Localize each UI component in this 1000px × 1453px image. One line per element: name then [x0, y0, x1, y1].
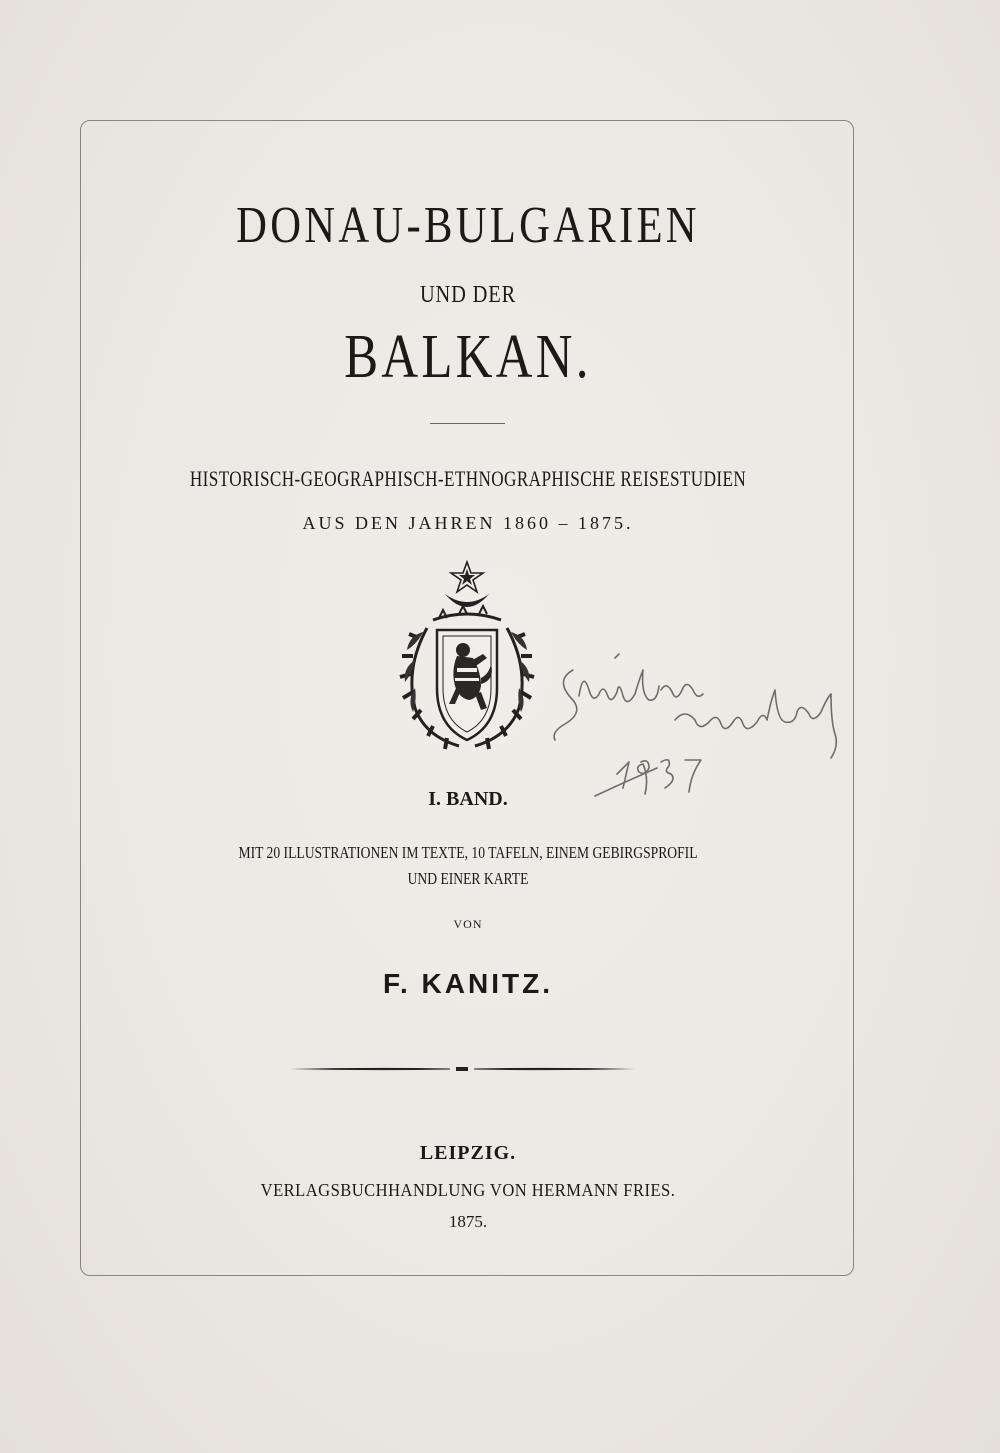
illustrations-line-2: UND EINER KARTE: [407, 869, 529, 888]
title-connector: UND DER: [419, 282, 517, 308]
publication-year: 1875.: [448, 1212, 488, 1231]
author-name: F. KANITZ.: [383, 968, 553, 999]
volume-label: I. BAND.: [428, 788, 508, 810]
title-balkan: BALKAN.: [344, 323, 592, 391]
subtitle-main: HISTORISCH-GEOGRAPHISCH-ETHNOGRAPHISCHE REISESTUDIEN: [189, 466, 747, 491]
publication-place: LEIPZIG.: [419, 1142, 517, 1164]
title-main: DONAU-BULGARIEN: [236, 197, 700, 254]
publisher-name: VERLAGSBUCHHANDLUNG VON HERMANN FRIES.: [260, 1180, 676, 1200]
by-label: VON: [453, 917, 483, 931]
subtitle-years: AUS DEN JAHREN 1860 – 1875.: [302, 513, 634, 533]
illustrations-line-1: MIT 20 ILLUSTRATIONEN IM TEXTE, 10 TAFELN, EINEM GEBIRGSPROFIL: [238, 843, 698, 862]
title-divider-rule: [430, 423, 505, 424]
coat-of-arms-emblem: [397, 558, 537, 758]
decorative-rule-ornament: [290, 1064, 635, 1074]
handwritten-signature: [545, 650, 865, 800]
